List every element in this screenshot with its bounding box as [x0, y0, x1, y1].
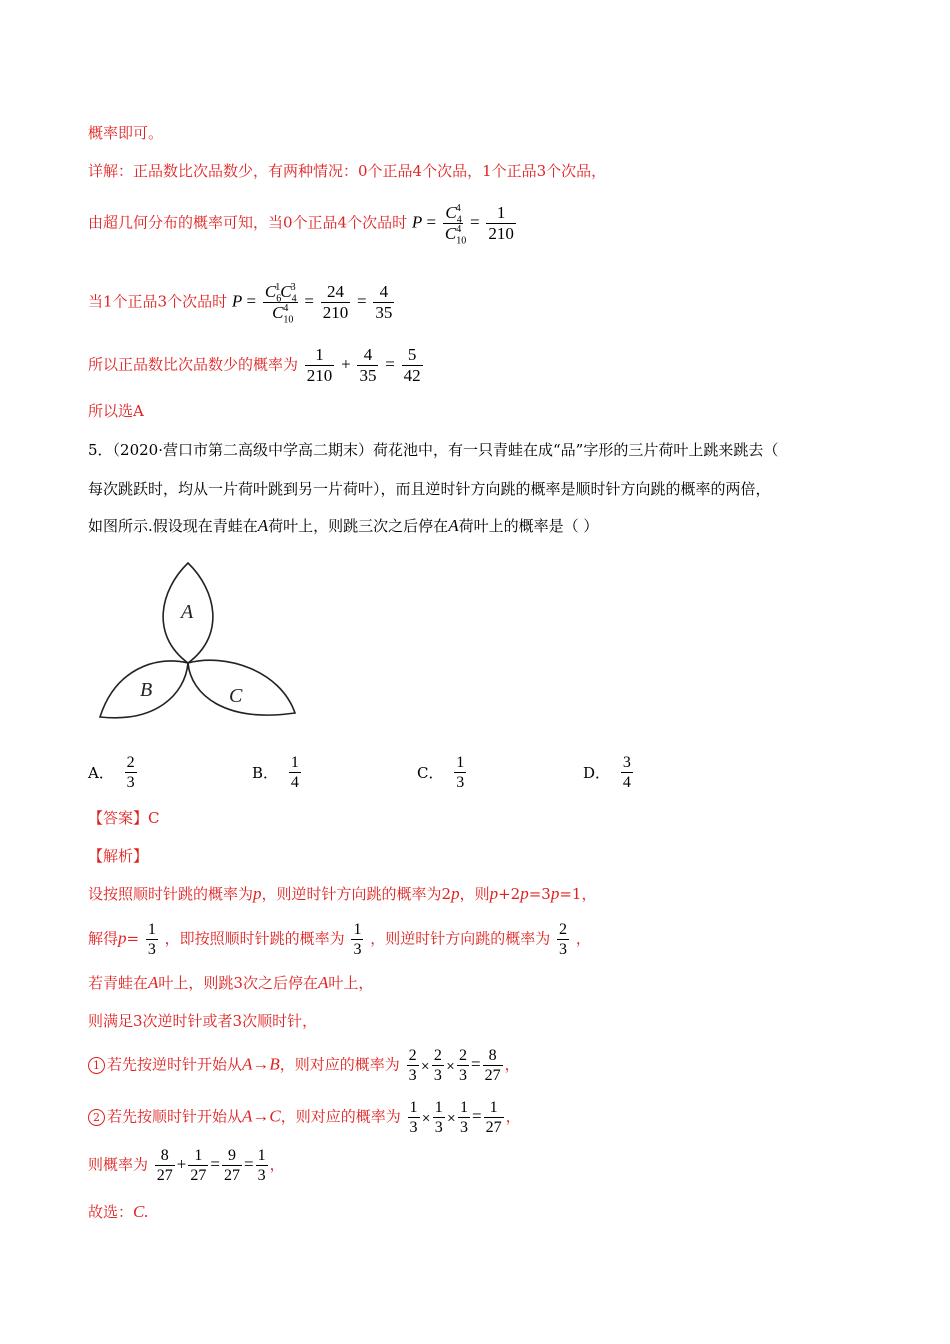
fraction: $\frac{1}{210}$	[306, 345, 333, 385]
solution-text-line: 概率即可。	[88, 124, 164, 142]
analysis-line-1: 设按照顺时针跳的概率为p，则逆时针方向跳的概率为2p，则p+2p=3p=1，	[88, 884, 597, 903]
formula-line-1: 由超几何分布的概率可知，当0个正品4个次品时 P = $\frac{C_4^4}{C_{10}^4}$ = $\frac{1}{210}$	[88, 203, 514, 247]
question-line-1: 5．（2020·营口市第二高级中学高二期末）荷花池中，有一只青蛙在成“品”字形的三片荷叶上跳来跳去（	[88, 441, 779, 459]
analysis-line-7: 则概率为 $\frac{8}{27}$ + $\frac{1}{27}$ = $\frac{9}{27}$ = $\frac{1}{3}$ ，	[88, 1147, 285, 1184]
analysis-line-4: 则满足3次逆时针或者3次顺时针，	[88, 1012, 318, 1030]
analysis-line-6: 2 若先按顺时针开始从A→C，则对应的概率为 $\frac{1}{3}$ × $\frac{1}{3}$ × $\frac{1}{3}$ = $\frac{1}{27}$ ，	[88, 1098, 521, 1137]
fraction: $\frac{24}{210}$	[322, 282, 349, 322]
fraction: $\frac{4}{35}$	[375, 282, 393, 322]
question-line-2: 每次跳跃时，均从一片荷叶跳到另一片荷叶），而且逆时针方向跳的概率是顺时针方向跳的概率的两倍，	[88, 480, 771, 498]
option-a[interactable]: A． $\frac{2}{3}$	[88, 754, 135, 791]
analysis-line-8: 故选：C.	[88, 1202, 149, 1221]
leaf-label-a: A	[181, 601, 194, 623]
lotus-leaves-figure	[95, 555, 305, 725]
analysis-line-3: 若青蛙在A叶上，则跳3次之后停在A叶上，	[88, 973, 374, 992]
fraction: $\frac{5}{42}$	[403, 345, 421, 385]
analysis-line-5: 1 若先按逆时针开始从A→B，则对应的概率为 $\frac{2}{3}$ × $\frac{2}{3}$ × $\frac{2}{3}$ = $\frac{8}{27}$ ，	[88, 1046, 520, 1085]
formula-line-2: 当1个正品3个次品时 P = $\frac{C_6^1C_4^3}{C_{10}^4}$ = $\frac{24}{210}$ = $\frac{4}{35}$	[88, 282, 393, 326]
option-d[interactable]: D． $\frac{3}{4}$	[583, 754, 631, 791]
fraction: $\frac{C_6^1C_4^3}{C_{10}^4}$	[264, 282, 297, 326]
option-c[interactable]: C． $\frac{1}{3}$	[417, 754, 465, 791]
fraction: $\frac{C_4^4}{C_{10}^4}$	[444, 203, 467, 247]
question-line-3: 如图所示.假设现在青蛙在A荷叶上，则跳三次之后停在A荷叶上的概率是（ ）	[88, 516, 599, 535]
leaf-label-b: B	[140, 679, 153, 701]
analysis-line-2: 解得p= $\frac{1}{3}$ ，即按照顺时针跳的概率为 $\frac{1}{3}$ ，则逆时针方向跳的概率为 $\frac{2}{3}$ ，	[88, 921, 591, 958]
fraction: $\frac{1}{210}$	[488, 203, 514, 243]
formula-line-3: 所以正品数比次品数少的概率为 $\frac{1}{210}$ + $\frac{4}{35}$ = $\frac{5}{42}$	[88, 345, 421, 385]
fraction: $\frac{4}{35}$	[359, 345, 377, 385]
answer-line: 【答案】C	[88, 809, 160, 827]
leaf-label-c: C	[229, 685, 243, 707]
solution-text-line: 所以选A	[88, 402, 144, 420]
option-b[interactable]: B． $\frac{1}{4}$	[252, 754, 299, 791]
analysis-tag: 【解析】	[88, 847, 149, 865]
solution-text-line: 详解：正品数比次品数少，有两种情况：0个正品4个次品，1个正品3个次品，	[88, 162, 607, 180]
